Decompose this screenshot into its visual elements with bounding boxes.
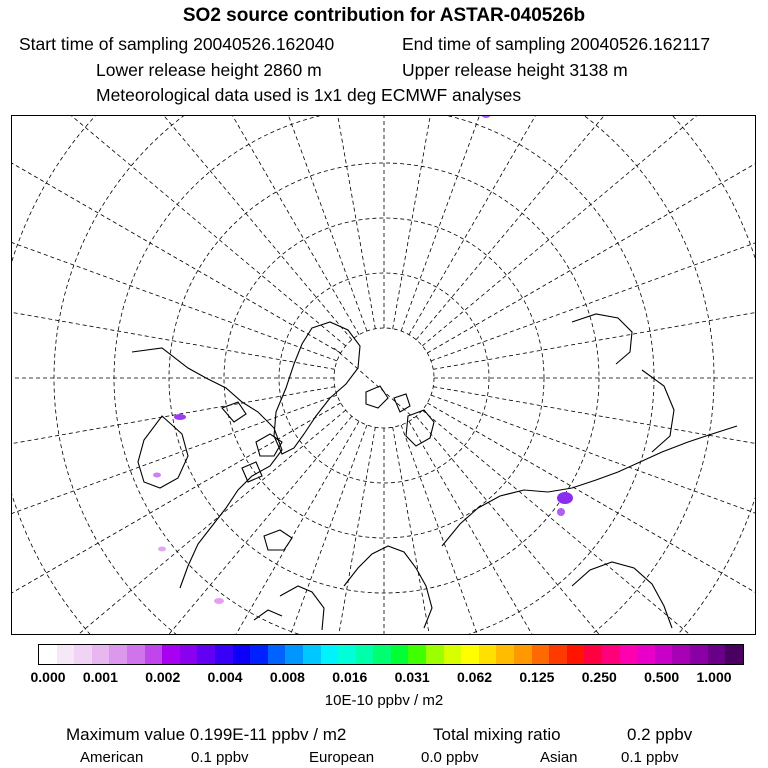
- colorbar-segment: [233, 645, 251, 664]
- meridian-line: [409, 116, 734, 335]
- meridian-line: [401, 116, 623, 331]
- colorbar: [38, 644, 744, 665]
- meridian-line: [422, 410, 756, 635]
- canada-arctic-coast: [132, 348, 282, 588]
- meridian-line: [427, 403, 756, 635]
- map-canvas: [12, 116, 756, 635]
- meridian-line: [393, 427, 506, 635]
- europe-coast: [254, 586, 324, 630]
- region-european-value: 0.0 ppbv: [421, 749, 479, 766]
- colorbar-tick-label: 0.000: [30, 669, 66, 685]
- svalbard-franz-josef: [366, 386, 410, 412]
- colorbar-tick-label: 0.001: [82, 669, 118, 685]
- latitude-circle: [224, 218, 544, 538]
- colorbar-segment: [127, 645, 145, 664]
- meridian-line: [422, 116, 756, 346]
- colorbar-segment: [620, 645, 638, 664]
- region-european-name: European: [309, 749, 375, 766]
- colorbar-segment: [197, 645, 215, 664]
- colorbar-segment: [637, 645, 655, 664]
- colorbar-tick-label: 0.031: [394, 669, 430, 685]
- total-mixing-label: Total mixing ratio: [433, 725, 561, 744]
- colorbar-segment: [672, 645, 690, 664]
- total-mixing-value: 0.2 ppbv: [627, 725, 693, 744]
- alaska-coast: [572, 314, 632, 364]
- colorbar-tick-label: 0.002: [145, 669, 181, 685]
- region-american-value: 0.1 ppbv: [191, 749, 249, 766]
- so2-plume: [557, 508, 565, 516]
- polar-map: [11, 115, 756, 635]
- start-time: Start time of sampling 20040526.162040: [19, 34, 335, 54]
- meridian-line: [262, 427, 375, 635]
- meridian-line: [12, 116, 346, 346]
- colorbar-segment: [532, 645, 550, 664]
- meridian-line: [12, 403, 341, 635]
- colorbar-tick-label: 0.062: [457, 669, 493, 685]
- max-value: Maximum value 0.199E-11 ppbv / m2: [66, 725, 347, 744]
- colorbar-segment: [426, 645, 444, 664]
- meridian-line: [34, 116, 359, 335]
- lat-lon-grid: [12, 116, 756, 635]
- colorbar-segment: [549, 645, 567, 664]
- latitude-circle: [334, 328, 434, 428]
- meridian-line: [416, 116, 756, 340]
- colorbar-units: 10E-10 ppbv / m2: [324, 692, 444, 709]
- colorbar-segment: [268, 645, 286, 664]
- region-asian-value: 0.1 ppbv: [621, 749, 679, 766]
- colorbar-segment: [408, 645, 426, 664]
- end-time: End time of sampling 20040526.162117: [402, 34, 711, 54]
- meridian-line: [34, 421, 359, 635]
- meridian-line: [433, 256, 756, 369]
- colorbar-segment: [479, 645, 497, 664]
- colorbar-segment: [303, 645, 321, 664]
- colorbar-tick-label: 1.000: [696, 669, 732, 685]
- colorbar-segment: [373, 645, 391, 664]
- colorbar-segment: [92, 645, 110, 664]
- meridian-line: [12, 416, 352, 635]
- plot-title: SO2 source contribution for ASTAR-040526b: [182, 5, 586, 26]
- so2-plumes: [153, 116, 573, 604]
- so2-plume: [482, 116, 490, 118]
- colorbar-segment: [162, 645, 180, 664]
- colorbar-segment: [444, 645, 462, 664]
- so2-plume: [557, 492, 573, 504]
- colorbar-tick-label: 0.500: [644, 669, 680, 685]
- colorbar-segment: [655, 645, 673, 664]
- region-american-name: American: [80, 749, 144, 766]
- meridian-line: [393, 116, 506, 329]
- colorbar-segment: [567, 645, 585, 664]
- meridian-line: [427, 116, 756, 353]
- colorbar-segment: [39, 645, 57, 664]
- colorbar-segment: [584, 645, 602, 664]
- meridian-line: [12, 116, 352, 340]
- colorbar-segment: [321, 645, 339, 664]
- colorbar-tick-label: 0.125: [519, 669, 555, 685]
- meridian-line: [12, 116, 341, 353]
- colorbar-segment: [180, 645, 198, 664]
- colorbar-segment: [461, 645, 479, 664]
- colorbar-segment: [285, 645, 303, 664]
- colorbar-segment: [602, 645, 620, 664]
- colorbar-segment: [356, 645, 374, 664]
- colorbar-segment: [496, 645, 514, 664]
- so2-plume: [158, 547, 166, 552]
- colorbar-tick-label: 0.008: [269, 669, 305, 685]
- colorbar-segment: [74, 645, 92, 664]
- kamchatka-coast: [642, 370, 674, 452]
- colorbar-segment: [145, 645, 163, 664]
- scandinavia-coast: [344, 546, 432, 628]
- iceland: [264, 530, 292, 550]
- coastlines: [132, 314, 737, 630]
- east-asia-coast: [572, 562, 672, 628]
- hudson-bay-coast: [138, 416, 188, 488]
- meridian-line: [262, 116, 375, 329]
- met-data-note: Meteorological data used is 1x1 deg ECMWF analyses: [96, 85, 522, 105]
- colorbar-segment: [725, 645, 743, 664]
- colorbar-segment: [708, 645, 726, 664]
- lower-release-height: Lower release height 2860 m: [96, 60, 322, 80]
- meridian-line: [145, 116, 367, 331]
- meridian-line: [416, 416, 756, 635]
- colorbar-tick-label: 0.004: [207, 669, 243, 685]
- colorbar-segment: [109, 645, 127, 664]
- region-asian-name: Asian: [540, 749, 578, 766]
- meridian-line: [409, 421, 734, 635]
- upper-release-height: Upper release height 3138 m: [402, 60, 628, 80]
- so2-plume: [214, 598, 224, 604]
- siberia-coast: [442, 426, 737, 546]
- colorbar-segment: [250, 645, 268, 664]
- colorbar-segment: [338, 645, 356, 664]
- colorbar-segment: [690, 645, 708, 664]
- colorbar-segment: [215, 645, 233, 664]
- meridian-line: [12, 410, 346, 635]
- meridian-line: [12, 387, 335, 500]
- colorbar-segment: [57, 645, 75, 664]
- colorbar-segment: [514, 645, 532, 664]
- so2-plume: [153, 473, 161, 478]
- colorbar-tick-label: 0.250: [581, 669, 617, 685]
- so2-plume: [174, 414, 186, 420]
- colorbar-tick-label: 0.016: [332, 669, 368, 685]
- colorbar-segment: [391, 645, 409, 664]
- pole-marker: [334, 348, 414, 418]
